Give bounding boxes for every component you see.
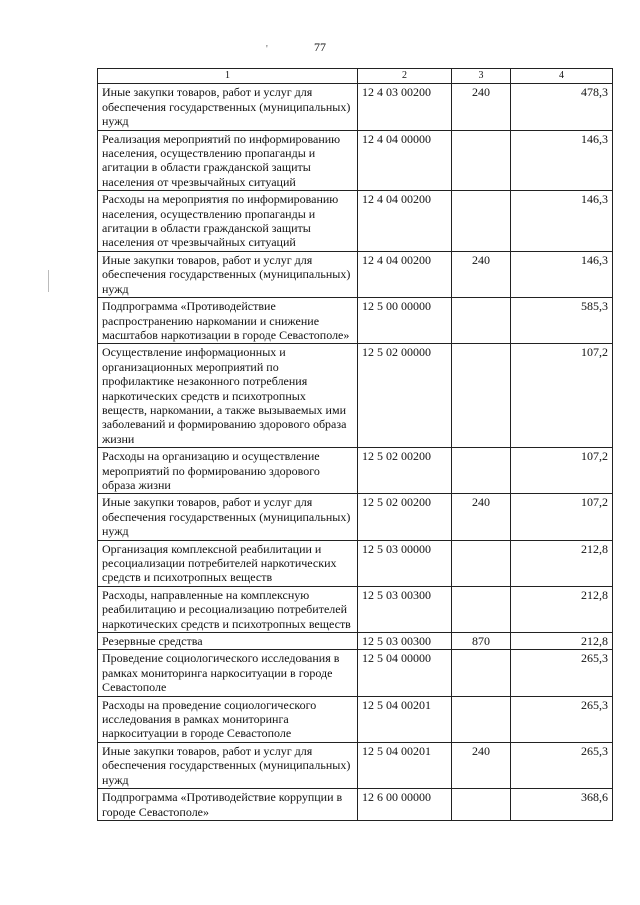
- table-row: [98, 540, 613, 586]
- row-name-cell: Расходы, направленные на комплексную реабилитацию и ресоциализацию потребителей наркотических средств и психотропных веществ: [98, 586, 358, 632]
- table-row: [98, 650, 613, 696]
- row-name-cell: Расходы на проведение социологического исследования в рамках мониторинга наркоситуации в городе Севастополе: [98, 696, 358, 742]
- row-code-cell: 12 5 02 00000: [358, 344, 452, 448]
- row-amount-cell: 212,8: [511, 540, 613, 586]
- row-kind-cell: 870: [452, 633, 511, 650]
- row-amount-cell: 146,3: [511, 251, 613, 297]
- row-kind-cell: 240: [452, 494, 511, 540]
- row-amount-cell: 265,3: [511, 650, 613, 696]
- table-row: [98, 130, 613, 191]
- scan-mark: ': [266, 44, 268, 55]
- row-amount-cell: 107,2: [511, 494, 613, 540]
- row-name-cell: Подпрограмма «Противодействие коррупции в городе Севастополе»: [98, 789, 358, 821]
- table-row: [98, 789, 613, 821]
- row-code-cell: 12 5 03 00300: [358, 586, 452, 632]
- table-row: [98, 696, 613, 742]
- header-row: [98, 69, 613, 84]
- row-kind-cell: [452, 586, 511, 632]
- row-amount-cell: 107,2: [511, 344, 613, 448]
- page-number: 77: [314, 40, 326, 54]
- table-row: [98, 633, 613, 650]
- row-code-cell: 12 5 02 00200: [358, 448, 452, 494]
- row-kind-cell: [452, 298, 511, 344]
- row-name-cell: Иные закупки товаров, работ и услуг для обеспечения государственных (муниципальных) нужд: [98, 494, 358, 540]
- table-row: [98, 298, 613, 344]
- row-amount-cell: 212,8: [511, 586, 613, 632]
- row-name-cell: Расходы на мероприятия по информированию населения, осуществлению пропаганды и агитации в области гражданской защиты населения от чрезвычайных ситуаций: [98, 191, 358, 252]
- table-row: [98, 84, 613, 130]
- col-header-1: 1: [98, 69, 358, 84]
- col-header-2: 2: [358, 69, 452, 84]
- row-kind-cell: [452, 540, 511, 586]
- row-kind-cell: 240: [452, 251, 511, 297]
- row-amount-cell: 265,3: [511, 696, 613, 742]
- col-header-3: 3: [452, 69, 511, 84]
- row-name-cell: Организация комплексной реабилитации и ресоциализации потребителей наркотических средств и психотропных веществ: [98, 540, 358, 586]
- row-code-cell: 12 5 00 00000: [358, 298, 452, 344]
- table-row: [98, 494, 613, 540]
- col-header-4: 4: [511, 69, 613, 84]
- row-code-cell: 12 5 03 00000: [358, 540, 452, 586]
- row-amount-cell: 146,3: [511, 130, 613, 191]
- table-row: [98, 191, 613, 252]
- row-kind-cell: [452, 130, 511, 191]
- row-amount-cell: 368,6: [511, 789, 613, 821]
- table-row: [98, 344, 613, 448]
- row-kind-cell: 240: [452, 742, 511, 788]
- row-code-cell: 12 5 04 00201: [358, 742, 452, 788]
- row-amount-cell: 265,3: [511, 742, 613, 788]
- row-code-cell: 12 4 04 00200: [358, 251, 452, 297]
- row-kind-cell: [452, 696, 511, 742]
- budget-table: [97, 68, 613, 821]
- row-code-cell: 12 4 04 00000: [358, 130, 452, 191]
- row-kind-cell: [452, 191, 511, 252]
- row-amount-cell: 478,3: [511, 84, 613, 130]
- table-body: [98, 84, 613, 821]
- row-code-cell: 12 4 03 00200: [358, 84, 452, 130]
- row-name-cell: Реализация мероприятий по информированию населения, осуществлению пропаганды и агитации в области гражданской защиты населения от чрезвычайных ситуаций: [98, 130, 358, 191]
- row-code-cell: 12 4 04 00200: [358, 191, 452, 252]
- row-name-cell: Расходы на организацию и осуществление мероприятий по формированию здорового образа жизни: [98, 448, 358, 494]
- row-name-cell: Резервные средства: [98, 633, 358, 650]
- row-code-cell: 12 5 04 00201: [358, 696, 452, 742]
- row-kind-cell: [452, 650, 511, 696]
- row-amount-cell: 212,8: [511, 633, 613, 650]
- row-name-cell: Осуществление информационных и организационных мероприятий по профилактике незаконного потребления наркотических средств и психотропных веществ, наркомании, а также вызываемых ими заболеваний и формированию здорового образа жизни: [98, 344, 358, 448]
- row-kind-cell: [452, 789, 511, 821]
- row-kind-cell: 240: [452, 84, 511, 130]
- row-code-cell: 12 5 04 00000: [358, 650, 452, 696]
- table-row: [98, 448, 613, 494]
- row-amount-cell: 585,3: [511, 298, 613, 344]
- row-name-cell: Проведение социологического исследования в рамках мониторинга наркоситуации в городе Севастополе: [98, 650, 358, 696]
- row-code-cell: 12 5 03 00300: [358, 633, 452, 650]
- row-name-cell: Иные закупки товаров, работ и услуг для обеспечения государственных (муниципальных) нужд: [98, 742, 358, 788]
- table-row: [98, 251, 613, 297]
- row-kind-cell: [452, 448, 511, 494]
- row-name-cell: Подпрограмма «Противодействие распространению наркомании и снижение масштабов наркотизации в городе Севастополе»: [98, 298, 358, 344]
- row-name-cell: Иные закупки товаров, работ и услуг для обеспечения государственных (муниципальных) нужд: [98, 84, 358, 130]
- row-code-cell: 12 6 00 00000: [358, 789, 452, 821]
- row-kind-cell: [452, 344, 511, 448]
- table-row: [98, 586, 613, 632]
- row-amount-cell: 146,3: [511, 191, 613, 252]
- row-code-cell: 12 5 02 00200: [358, 494, 452, 540]
- row-amount-cell: 107,2: [511, 448, 613, 494]
- scan-artifact: [48, 270, 49, 292]
- row-name-cell: Иные закупки товаров, работ и услуг для обеспечения государственных (муниципальных) нужд: [98, 251, 358, 297]
- table-row: [98, 742, 613, 788]
